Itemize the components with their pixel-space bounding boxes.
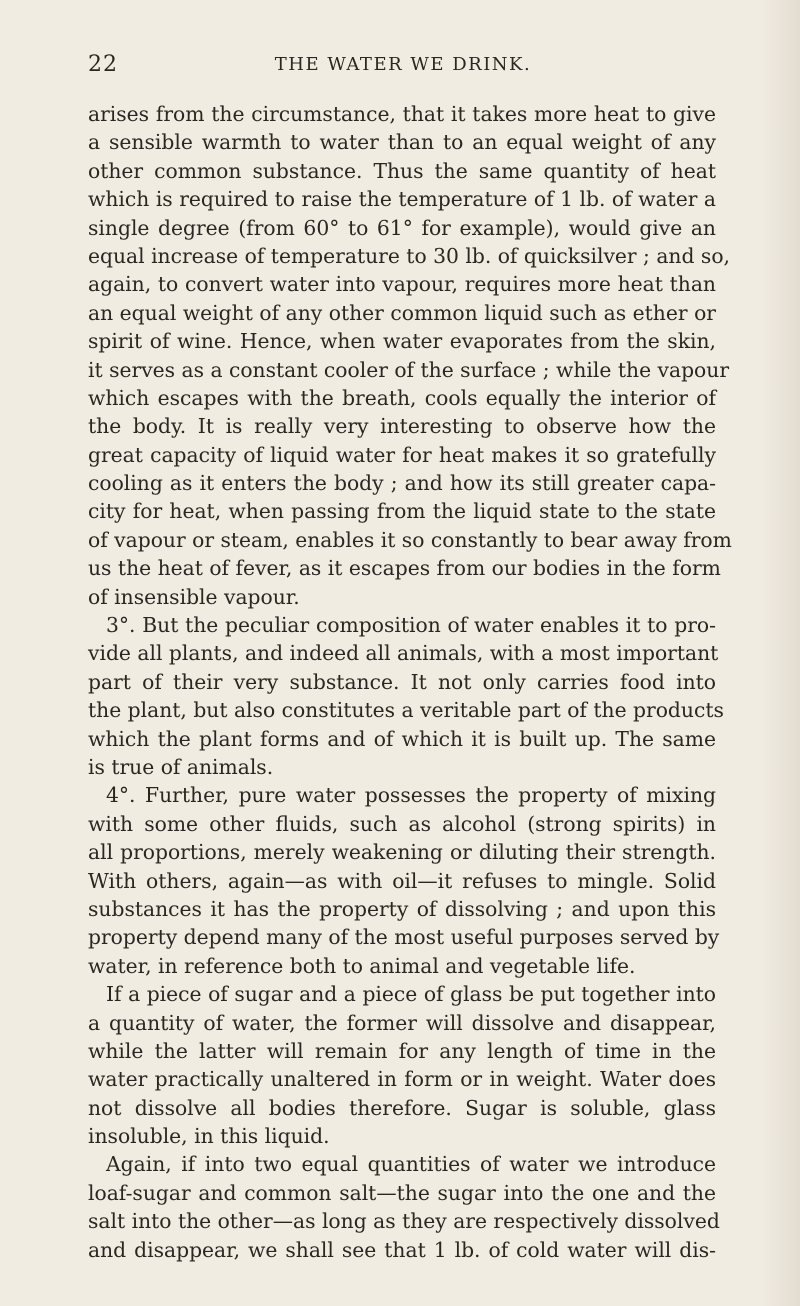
text-line: vide all plants, and indeed all animals, with a most important (88, 641, 719, 666)
text-line: not dissolve all bodies therefore. Sugar is soluble, glass (88, 1095, 716, 1120)
text-line: water, in reference both to animal and vegetable life. (88, 953, 636, 978)
text-line: the body. It is really very interesting to observe how the (88, 414, 716, 439)
text-line: single degree (from 60° to 61° for example), would give an (88, 215, 716, 240)
text-line: 4°. Further, pure water possesses the property of mixing (106, 783, 716, 808)
text-line: with some other fluids, such as alcohol (strong spirits) in (88, 811, 716, 836)
text-line: With others, again—as with oil—it refuses to mingle. Solid (88, 868, 716, 893)
text-line: loaf-sugar and common salt—the sugar into the one and the (88, 1180, 716, 1205)
text-line: spirit of wine. Hence, when water evaporates from the skin, (88, 329, 716, 354)
text-line: which the plant forms and of which it is built up. The same (88, 726, 716, 751)
text-line: If a piece of sugar and a piece of glass be put together into (106, 982, 716, 1007)
text-line: substances it has the property of dissolving ; and upon this (88, 896, 716, 921)
text-line: is true of animals. (88, 754, 274, 779)
text-line: a quantity of water, the former will dissolve and disappear, (88, 1010, 716, 1035)
text-line: cooling as it enters the body ; and how its still greater capa- (88, 471, 716, 496)
text-line: and disappear, we shall see that 1 lb. of cold water will dis- (88, 1237, 716, 1262)
text-line: it serves as a constant cooler of the surface ; while the vapour (88, 357, 730, 382)
text-line: salt into the other—as long as they are respectively dissolved (88, 1209, 720, 1234)
text-line: great capacity of liquid water for heat makes it so gratefully (88, 442, 716, 467)
text-line: equal increase of temperature to 30 lb. of quicksilver ; and so, (88, 243, 730, 268)
running-title: THE WATER WE DRINK. (274, 54, 532, 75)
running-head (88, 52, 718, 82)
text-line: an equal weight of any other common liquid such as ether or (88, 300, 716, 325)
text-line: arises from the circumstance, that it takes more heat to give (88, 102, 716, 126)
text-line: all proportions, merely weakening or diluting their strength. (88, 840, 716, 865)
text-line: property depend many of the most useful purposes served by (88, 925, 720, 950)
text-line: which is required to raise the temperature of 1 lb. of water a (88, 187, 716, 212)
text-line: city for heat, when passing from the liquid state to the state (88, 499, 716, 524)
text-line: water practically unaltered in form or in weight. Water does (88, 1067, 716, 1092)
text-line: of vapour or steam, enables it so constantly to bear away from (88, 527, 732, 552)
page-edge-shading (760, 0, 800, 1306)
text-line: insoluble, in this liquid. (88, 1124, 330, 1149)
text-line: 3°. But the peculiar composition of water enables it to pro- (106, 613, 716, 638)
text-line: while the latter will remain for any length of time in the (88, 1038, 716, 1063)
text-line: Again, if into two equal quantities of water we introduce (106, 1152, 716, 1177)
text-line: a sensible warmth to water than to an equal weight of any (88, 130, 716, 155)
text-line: which escapes with the breath, cools equally the interior of (88, 385, 716, 410)
text-line: again, to convert water into vapour, requires more heat than (88, 272, 716, 297)
text-line: the plant, but also constitutes a veritable part of the products (88, 698, 724, 723)
text-line: of insensible vapour. (88, 584, 300, 609)
text-line: us the heat of fever, as it escapes from our bodies in the form (88, 556, 721, 581)
text-line: other common substance. Thus the same quantity of heat (88, 158, 716, 183)
page-number: 22 (88, 52, 118, 77)
text-line: part of their very substance. It not only carries food into (88, 669, 716, 694)
body-text (88, 100, 732, 1264)
